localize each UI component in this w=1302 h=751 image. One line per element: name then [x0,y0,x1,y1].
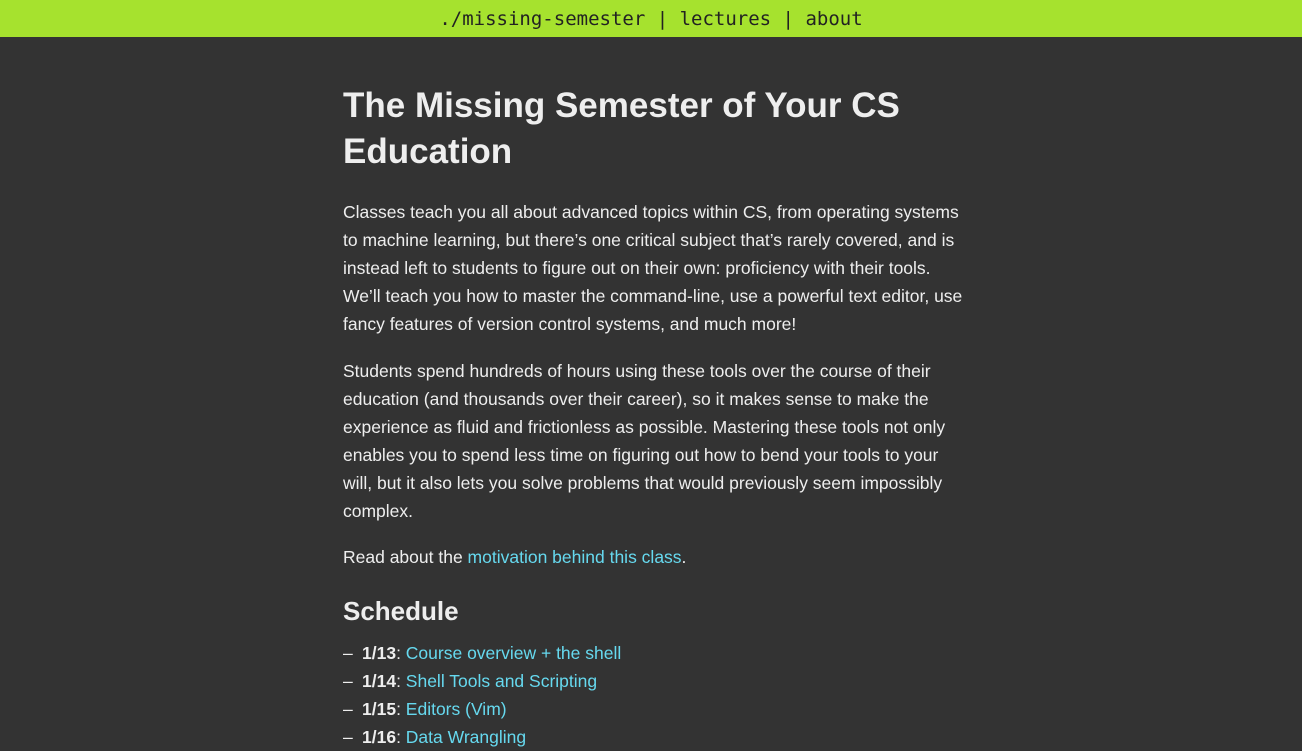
nav-separator: | [645,7,680,30]
motivation-paragraph: Students spend hundreds of hours using these tools over the course of their education (and thousands over their career), so it makes sense to make the experience as fluid and frictionless as possible. Mastering these tools not only enables you to spend less time on figuring out how to bend your tools to your will, but it also lets you solve problems that would previously seem impossibly complex. [343,361,946,521]
list-dash: – [343,643,353,663]
date-colon: : [396,671,406,691]
list-dash: – [343,727,353,747]
date-colon: : [396,699,406,719]
list-item [343,695,963,723]
date-colon: : [396,643,406,663]
page-title: The Missing Semester of Your CS Education [343,86,900,171]
nav-home-link[interactable]: ./missing-semester [439,7,646,30]
lecture-link[interactable]: Course overview + the shell [405,643,622,663]
main-content [343,37,963,751]
schedule-list [343,639,963,751]
list-dash: – [343,699,353,719]
lecture-link[interactable]: Data Wrangling [405,727,527,747]
motivation-link[interactable]: motivation behind this class [467,547,682,567]
read-about-suffix: . [681,547,687,567]
lecture-link[interactable]: Shell Tools and Scripting [405,671,598,691]
schedule-heading: Schedule [343,596,459,626]
schedule-date: 1/14 [362,671,397,691]
nav-lectures-link[interactable]: lectures [679,7,772,30]
date-colon: : [396,727,406,747]
read-about-paragraph [343,543,963,571]
schedule-date: 1/15 [362,699,397,719]
schedule-date: 1/13 [362,643,397,663]
list-dash: – [343,671,353,691]
top-nav-bar [0,0,1302,37]
intro-paragraph: Classes teach you all about advanced topics within CS, from operating systems to machine learning, but there’s one critical subject that’s rarely covered, and is instead left to students to figure out on their own: proficiency with their tools. We’ll teach you how to master the command-line, use a powerful text editor, use fancy features of version control systems, and much more! [343,202,963,334]
list-item [343,723,963,751]
nav-about-link[interactable]: about [805,7,863,30]
list-item [343,639,963,667]
nav-separator: | [771,7,806,30]
list-item [343,667,963,695]
lecture-link[interactable]: Editors (Vim) [405,699,507,719]
read-about-prefix: Read about the [343,547,468,567]
schedule-date: 1/16 [362,727,397,747]
